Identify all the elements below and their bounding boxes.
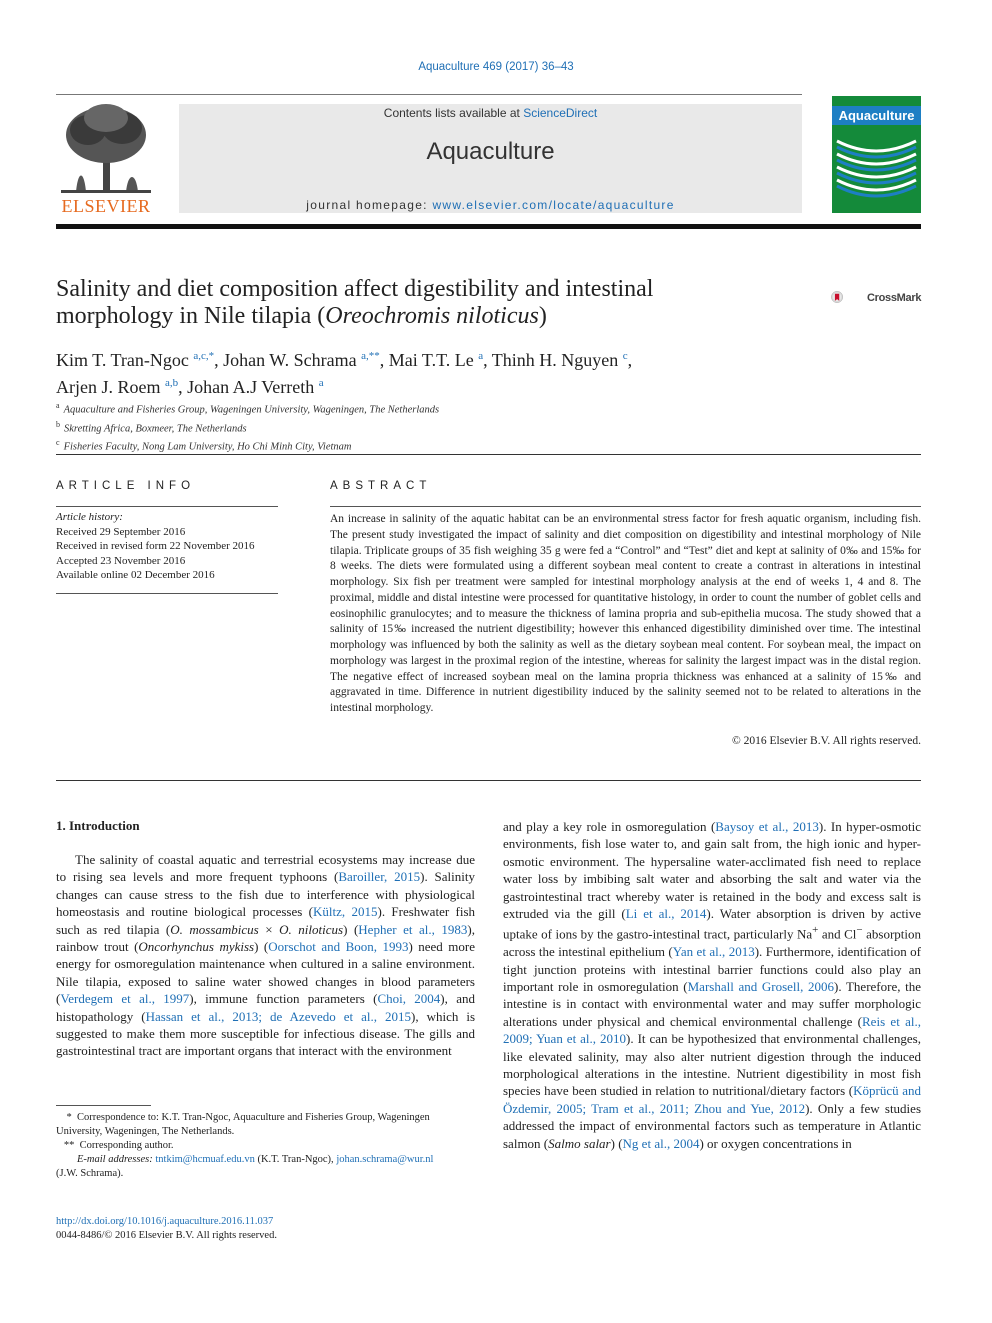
footnotes bbox=[56, 1111, 475, 1181]
affiliation-key: a bbox=[56, 401, 60, 410]
footnote-mark: ** bbox=[63, 1140, 75, 1151]
body-text: ). Water absorption is driven by active uptake of ions by the gastro-intestinal tract, particularly Na bbox=[503, 906, 921, 942]
species-name: Oncorhynchus mykiss bbox=[138, 939, 255, 955]
body-text: ), which is suggested to make them more susceptible for infectious disease. The gills and gastrointestinal tract are important organs that interact with the environment bbox=[56, 1008, 476, 1059]
affiliation-text: Aquaculture and Fisheries Group, Wageningen University, Wageningen, The Netherlands bbox=[63, 404, 440, 416]
article-info-heading: ARTICLE INFO bbox=[56, 480, 196, 492]
citation-link[interactable]: Oorschot and Boon, 1993 bbox=[268, 939, 409, 955]
copyright-notice: © 2016 Elsevier B.V. All rights reserved. bbox=[732, 735, 921, 747]
body-text: ), rainbow trout ( bbox=[56, 921, 475, 955]
citation-link[interactable]: Baroiller, 2015 bbox=[338, 869, 421, 885]
body-text: ), and histopathology ( bbox=[56, 991, 475, 1024]
contents-line bbox=[179, 106, 802, 120]
body-text: ). Therefore, the intestine is in contact with environmental water and may suffer morphologic alterations under physical and chemical environmental challenge ( bbox=[503, 978, 921, 1029]
body-text: and Cl bbox=[818, 926, 857, 942]
doi-block bbox=[56, 1215, 475, 1243]
body-text: ) need more energy for osmoregulation maintenance when cultured in a saline environment. Nile tilapia, exposed to saline water showed changes in blood parameters ( bbox=[56, 939, 475, 1007]
header-thick-rule bbox=[56, 224, 921, 229]
email-label: E-mail addresses: bbox=[77, 1154, 153, 1165]
history-item: Received 29 September 2016 bbox=[56, 525, 186, 538]
citation-link[interactable]: Baysoy et al., 2013 bbox=[715, 819, 819, 834]
author-affiliation-marker[interactable]: a,c,* bbox=[193, 350, 215, 362]
affiliation-text: Skretting Africa, Boxmeer, The Netherlands bbox=[64, 423, 247, 434]
citation-link[interactable]: Li et al., 2014 bbox=[625, 906, 707, 922]
homepage-link[interactable]: www.elsevier.com/locate/aquaculture bbox=[432, 198, 675, 212]
footnote-mark: * bbox=[66, 1112, 72, 1123]
author-name[interactable]: Johan W. Schrama bbox=[223, 350, 357, 370]
affiliation-list bbox=[56, 399, 756, 455]
homepage-prefix: journal homepage: bbox=[306, 198, 433, 212]
author-line-1 bbox=[56, 345, 816, 372]
body-text: The salinity of coastal aquatic and terrestrial ecosystems may increase due to rising sea levels and more frequent typhoons ( bbox=[56, 852, 475, 885]
abstract-text: An increase in salinity of the aquatic habitat can be an environmental stress factor for fresh aquatic organism, including fish. The present study investigated the impact of salinity and diet composition on digestibility and intestinal morphology of Nile tilapia. Triplicate groups of 35 fish weighing 35 g were fed a “Control” and “Test” diet and kept at salinity of 0‰ and 15‰ for 8 weeks. The diets were formulated using a different soybean meal content to create a contrast in alterations in intestinal morphology. Six fish per treatment were sampled for intestinal morphology analysis at the end of weeks 1, 4 and 8. The proximal, middle and distal intestine were processed for quantitative histology, in order to count the number of goblet cells and eosinophilic granulocytes; and to measure the thickness of lamina propria and sub-epithelia mucosa. The study showed that a salinity of 15‰ increased the nutrient digestibility; however this enhanced digestibility diminished over time. The intestinal morphology was influenced by both the salinity as well as the dietary soybean meal content. For soybean meal, the impact on morphology was largest in the proximal region of the intestine, whereas for salinity the largest impact was in the distal region. The negative effect of increased soybean meal on the lamina propria thickness was enhanced at a salinity of 15‰ and aggravated in time. Difference in nutrient digestibility induced by the salinity seemed not to be related to alterations in the intestinal morphology. bbox=[330, 513, 921, 714]
abstract-heading: ABSTRACT bbox=[330, 480, 432, 492]
footnote-emails bbox=[56, 1153, 475, 1181]
email-owner: (J.W. Schrama). bbox=[56, 1168, 124, 1179]
author-separator: , bbox=[178, 377, 188, 397]
divider bbox=[56, 506, 278, 507]
footnote-corresponding-author bbox=[56, 1139, 475, 1153]
species-name: Salmo salar bbox=[548, 1135, 611, 1151]
journal-reference-link[interactable]: Aquaculture 469 (2017) 36–43 bbox=[418, 61, 574, 73]
history-label: Article history: bbox=[56, 511, 123, 523]
contents-prefix: Contents lists available at bbox=[383, 106, 524, 120]
title-prefix: morphology in Nile tilapia ( bbox=[56, 303, 326, 329]
article-title-line2 bbox=[56, 303, 756, 330]
journal-cover-image bbox=[832, 96, 921, 213]
footnote-correspondence bbox=[56, 1111, 475, 1139]
divider bbox=[56, 780, 921, 781]
email-link[interactable]: johan.schrama@wur.nl bbox=[336, 1154, 434, 1165]
body-text: ) ( bbox=[343, 921, 359, 937]
author-affiliation-marker[interactable]: a bbox=[478, 350, 484, 362]
body-text: ). It can be hypothesized that environmental challenges, like elevated salinity, may also alter nutrient digestion through the induced morphological alterations in the intestine. Nutrient digestibility in most fish species have been studied in relation to nutritional/dietary factors ( bbox=[503, 1031, 921, 1099]
body-text: ), immune function parameters ( bbox=[189, 991, 378, 1007]
divider bbox=[56, 454, 921, 455]
section-heading-introduction: 1. Introduction bbox=[56, 818, 140, 833]
body-text: ) ( bbox=[610, 1135, 623, 1151]
divider bbox=[56, 593, 278, 594]
footnote-text: Corresponding author. bbox=[79, 1140, 174, 1151]
body-text: × bbox=[258, 921, 280, 937]
author-affiliation-marker[interactable]: c bbox=[622, 350, 628, 362]
doi-link[interactable]: http://dx.doi.org/10.1016/j.aquaculture.2016.11.037 bbox=[56, 1216, 274, 1227]
author-name[interactable]: Mai T.T. Le bbox=[388, 350, 474, 370]
citation-link[interactable]: Choi, 2004 bbox=[377, 991, 441, 1007]
author-affiliation-marker[interactable]: a,b bbox=[164, 377, 179, 389]
email-link[interactable]: tntkim@hcmuaf.edu.vn bbox=[155, 1154, 255, 1165]
title-suffix: ) bbox=[538, 303, 547, 329]
author-separator: , bbox=[483, 350, 492, 370]
footnote-rule bbox=[56, 1105, 151, 1106]
body-text: ). Furthermore, identification of tight junction proteins with intestinal barrier functions could also play an important role in osmoregulation ( bbox=[503, 944, 922, 994]
article-title-line1: Salinity and diet composition affect digestibility and intestinal bbox=[56, 276, 654, 302]
citation-link[interactable]: Kültz, 2015 bbox=[313, 904, 378, 920]
author-affiliation-marker[interactable]: a bbox=[318, 377, 324, 389]
issn-copyright: 0044-8486/© 2016 Elsevier B.V. All rights reserved. bbox=[56, 1230, 277, 1241]
crossmark-icon[interactable] bbox=[831, 280, 865, 314]
species-name: O. niloticus bbox=[279, 921, 344, 937]
author-affiliation-marker[interactable]: a,** bbox=[361, 350, 380, 362]
journal-name: Aquaculture bbox=[426, 138, 555, 165]
top-rule bbox=[56, 94, 802, 95]
history-item: Received in revised form 22 November 2016 bbox=[56, 540, 255, 552]
article-title bbox=[56, 276, 756, 330]
sciencedirect-link[interactable]: ScienceDirect bbox=[523, 106, 598, 120]
body-text: ). Freshwater fish such as red tilapia ( bbox=[56, 904, 476, 937]
citation-link[interactable]: Köprücü and Özdemir, 2005; Tram et al., 2011; Zhou and Yue, 2012 bbox=[503, 1083, 921, 1116]
species-name: O. mossambicus bbox=[170, 921, 259, 937]
homepage-line bbox=[179, 198, 802, 212]
affiliation-item bbox=[56, 436, 756, 455]
affiliation-key: c bbox=[56, 438, 60, 447]
footnote-text: Correspondence to: K.T. Tran-Ngoc, Aquaculture and Fisheries Group, Wageningen University, Wageningen, The Netherlands. bbox=[56, 1112, 430, 1137]
history-item: Available online 02 December 2016 bbox=[56, 569, 215, 581]
author-separator: , bbox=[379, 350, 389, 370]
article-history bbox=[56, 510, 278, 583]
author-line-2 bbox=[56, 372, 816, 399]
ion-charge: − bbox=[856, 924, 863, 937]
author-name[interactable]: Kim T. Tran-Ngoc bbox=[56, 350, 189, 370]
body-text: ). In hyper-osmotic environments, fish lose water to, and gain salt from, the high ionic and hyper-osmotic environment. The hypersaline water-acclimated fish need to replace water loss by imbibing salt water and absorbing the salt and water via the gastrointestinal tract whereby water is retained in the body and excess salt is extruded via the gill ( bbox=[503, 819, 921, 922]
citation-link[interactable]: Reis et al., 2009; Yuan et al., 2010 bbox=[503, 1013, 921, 1047]
author-name[interactable]: Johan A.J Verreth bbox=[187, 377, 315, 397]
citation-link[interactable]: Hassan et al., 2013; de Azevedo et al., 2015 bbox=[145, 1008, 411, 1024]
body-text: ) ( bbox=[254, 939, 269, 955]
ion-charge: + bbox=[812, 924, 819, 937]
affiliation-text: Fisheries Faculty, Nong Lam University, Ho Chi Minh City, Vietnam bbox=[63, 441, 352, 453]
body-text: ) or oxygen concentrations in bbox=[699, 1135, 852, 1151]
author-name[interactable]: Thinh H. Nguyen bbox=[491, 350, 619, 370]
citation-link[interactable]: Ng et al., 2004 bbox=[622, 1135, 700, 1151]
body-column-right bbox=[503, 818, 921, 1152]
citation-link[interactable]: Marshall and Grosell, 2006 bbox=[687, 978, 835, 994]
crossmark-label[interactable]: CrossMark bbox=[867, 292, 922, 304]
citation-link[interactable]: Yan et al., 2013 bbox=[672, 944, 755, 960]
author-list bbox=[56, 345, 816, 399]
affiliation-item bbox=[56, 418, 756, 437]
elsevier-wordmark: ELSEVIER bbox=[61, 196, 151, 216]
citation-link[interactable]: Hepher et al., 1983 bbox=[358, 921, 468, 937]
author-name[interactable]: Arjen J. Roem bbox=[56, 377, 161, 397]
body-text: ). Salinity changes can cause stress to the fish due to interference with physiological homeostasis and routine biological processes ( bbox=[56, 869, 475, 920]
cover-title: Aquaculture bbox=[832, 106, 921, 125]
author-separator: , bbox=[627, 350, 633, 370]
affiliation-key: b bbox=[56, 419, 60, 429]
body-text: absorption across the intestinal epithelium ( bbox=[503, 926, 921, 960]
body-text: and play a key role in osmoregulation ( bbox=[503, 819, 716, 834]
author-separator: , bbox=[214, 350, 224, 370]
history-item: Accepted 23 November 2016 bbox=[56, 554, 186, 567]
email-owner: (K.T. Tran-Ngoc), bbox=[254, 1154, 337, 1165]
title-species: Oreochromis niloticus bbox=[325, 303, 539, 329]
citation-link[interactable]: Verdegem et al., 1997 bbox=[60, 991, 190, 1007]
divider bbox=[330, 506, 921, 507]
body-column-left bbox=[56, 851, 475, 1060]
body-text: ). Only a few studies addressed the impact of environmental factors such as temperature in Atlantic salmon ( bbox=[503, 1100, 922, 1151]
affiliation-item bbox=[56, 399, 756, 418]
